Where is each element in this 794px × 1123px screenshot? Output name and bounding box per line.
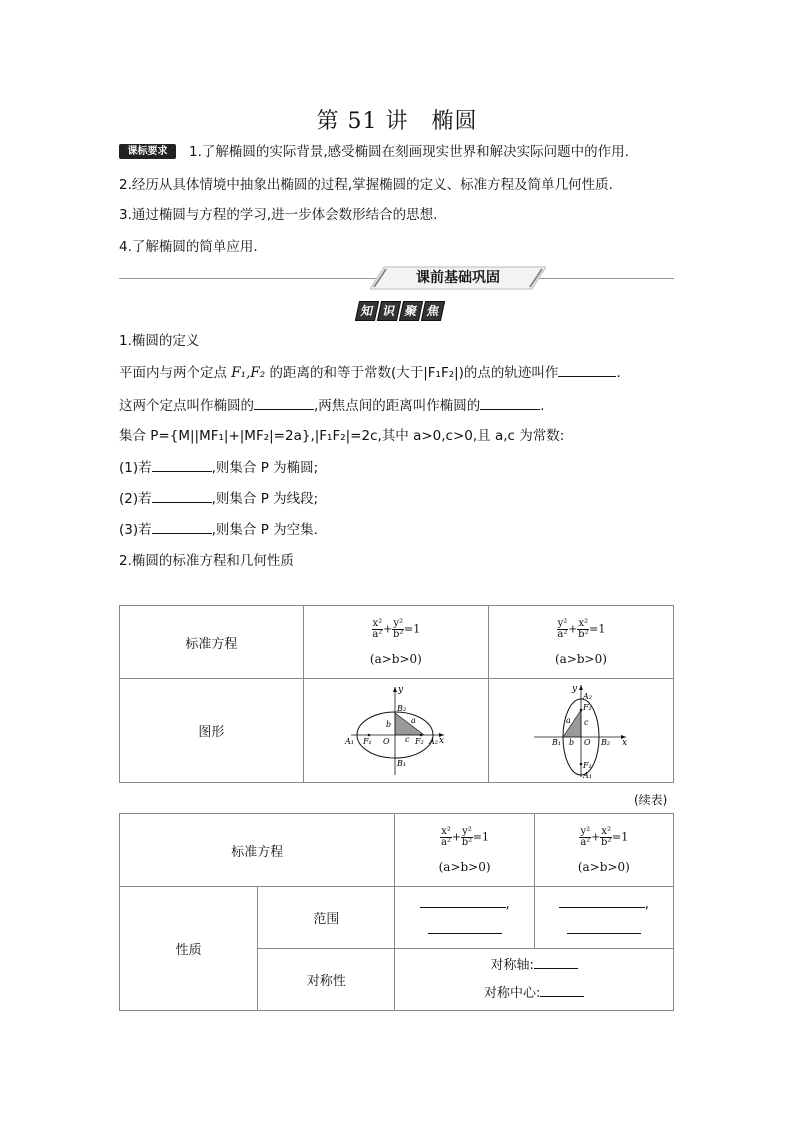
knowledge-char: 焦 — [421, 301, 445, 321]
equation-cell-horizontal — [395, 814, 534, 887]
segment-label: a — [565, 715, 571, 725]
axis-label: x — [621, 737, 628, 748]
definition-line-3: 集合 P={M||MF₁|+|MF₂|=2a},|F₁F₂|=2c,其中 a>0,c>0,且 a,c 为常数: — [119, 428, 565, 444]
point-label: O — [583, 737, 591, 747]
symmetry-label: 对称性 — [258, 949, 395, 1011]
row-label: 标准方程 — [120, 606, 304, 679]
section-rule-left — [119, 278, 377, 279]
segment-label: b — [385, 719, 392, 729]
answer-blank[interactable] — [559, 895, 645, 908]
definition-text: . — [540, 398, 545, 414]
equation-cell-vertical — [488, 606, 673, 679]
knowledge-char: 识 — [377, 301, 401, 321]
equation-horizontal: $\frac{\text{x²}}{\text{a²}}$ + $\frac{\text{y²}}{\text{b²}}$ =1 — [372, 617, 421, 640]
segment-label: b — [568, 737, 575, 747]
properties-table-2 — [119, 813, 674, 1011]
point-label: B₂ — [600, 737, 611, 747]
equation-cell-horizontal — [303, 606, 488, 679]
equation-cell-vertical — [534, 814, 673, 887]
answer-blank[interactable] — [254, 395, 314, 410]
point-label: F₁ — [362, 736, 372, 746]
segment-label: c — [583, 717, 589, 727]
requirement-4: 4.了解椭圆的简单应用. — [119, 239, 258, 255]
knowledge-char: 聚 — [399, 301, 423, 321]
point-label: B₂ — [396, 703, 406, 713]
knowledge-focus-title — [357, 300, 445, 321]
requirements-badge: 课标要求 — [119, 144, 176, 159]
range-cell-horizontal: , — [395, 887, 534, 949]
requirement-2: 2.经历从具体情境中抽象出椭圆的过程,掌握椭圆的定义、标准方程及简单几何性质. — [119, 177, 613, 193]
condition: (a>b>0) — [577, 859, 630, 874]
ellipse-horizontal-figure — [341, 683, 451, 779]
point-label: F₂ — [582, 702, 592, 712]
case-text: ,则集合 P 为椭圆; — [211, 460, 319, 476]
figure-cell-horizontal — [303, 679, 488, 783]
definition-text: ,两焦点间的距离叫作椭圆的 — [314, 398, 481, 414]
definition-line-2 — [119, 395, 545, 416]
definition-line-1 — [119, 362, 621, 383]
point-label: A₁ — [582, 770, 592, 779]
answer-blank[interactable] — [152, 488, 212, 503]
answer-blank[interactable] — [540, 984, 584, 997]
range-cell-vertical: , — [534, 887, 673, 949]
range-label: 范围 — [258, 887, 395, 949]
requirement-1: 1.了解椭圆的实际背景,感受椭圆在刻画现实世界和解决实际问题中的作用. — [189, 144, 629, 160]
requirement-3: 3.通过椭圆与方程的学习,进一步体会数形结合的思想. — [119, 207, 438, 223]
point-label: A₂ — [428, 736, 438, 746]
point-label: F₁ — [582, 760, 592, 770]
answer-blank[interactable] — [428, 921, 502, 934]
equation-vertical: $\frac{\text{y²}}{\text{a²}}$ + $\frac{\text{x²}}{\text{b²}}$ =1 — [557, 617, 606, 640]
point-label: A₁ — [344, 736, 354, 746]
point-label: A₂ — [582, 691, 592, 701]
symmetry-cell — [395, 949, 674, 1011]
page-title: 第 51 讲 椭圆 — [316, 109, 478, 134]
property-label: 性质 — [120, 887, 258, 1011]
axis-label: x — [438, 735, 444, 746]
properties-table-1 — [119, 605, 674, 783]
point-label: F₂ — [414, 736, 424, 746]
knowledge-char: 知 — [355, 301, 379, 321]
section-title-wrap — [378, 268, 538, 288]
figure-cell-vertical — [488, 679, 673, 783]
case-3 — [119, 519, 318, 540]
point-label: B₁ — [551, 737, 562, 747]
continued-label: (续表) — [634, 793, 668, 807]
case-2 — [119, 488, 318, 509]
equation-heading: 2.椭圆的标准方程和几何性质 — [119, 553, 294, 569]
segment-label: a — [410, 715, 416, 725]
answer-blank[interactable] — [480, 395, 540, 410]
symmetry-center-label: 对称中心: — [484, 985, 541, 1001]
answer-blank[interactable] — [534, 956, 578, 969]
ellipse-vertical-figure — [526, 683, 636, 779]
definition-text: 这两个定点叫作椭圆的 — [119, 398, 254, 414]
answer-blank[interactable] — [152, 457, 212, 472]
row-label: 标准方程 — [120, 814, 395, 887]
answer-blank[interactable] — [152, 519, 212, 534]
condition: (a>b>0) — [438, 859, 491, 874]
axis-label: y — [397, 684, 403, 695]
answer-blank[interactable] — [420, 895, 506, 908]
case-text: (1)若 — [119, 460, 152, 476]
definition-text: 的距离的和等于常数(大于|F₁F₂|)的点的轨迹叫作 — [269, 365, 559, 381]
row-label: 图形 — [120, 679, 304, 783]
case-text: (3)若 — [119, 522, 152, 538]
section-title: 课前基础巩固 — [416, 270, 500, 286]
segment-label: c — [404, 734, 410, 744]
answer-blank[interactable] — [558, 362, 616, 377]
definition-heading: 1.椭圆的定义 — [119, 333, 200, 349]
symmetry-axis-label: 对称轴: — [490, 957, 534, 973]
axis-label: y — [571, 683, 578, 694]
case-text: ,则集合 P 为线段; — [211, 491, 319, 507]
answer-blank[interactable] — [567, 921, 641, 934]
condition: (a>b>0) — [369, 651, 422, 666]
case-1 — [119, 457, 318, 478]
definition-text: . — [616, 365, 621, 381]
case-text: (2)若 — [119, 491, 152, 507]
foci-symbol: F₁,F₂ — [231, 365, 266, 381]
point-label: O — [382, 736, 390, 746]
definition-text: 平面内与两个定点 — [119, 365, 227, 381]
case-text: ,则集合 P 为空集. — [211, 522, 318, 538]
section-rule-right — [539, 278, 674, 279]
point-label: B₁ — [396, 758, 406, 768]
condition: (a>b>0) — [554, 651, 607, 666]
equation-horizontal: $\frac{\text{x²}}{\text{a²}}$ + $\frac{\text{y²}}{\text{b²}}$ =1 — [441, 825, 489, 848]
equation-vertical: $\frac{\text{y²}}{\text{a²}}$ + $\frac{\text{x²}}{\text{b²}}$ =1 — [580, 825, 629, 848]
